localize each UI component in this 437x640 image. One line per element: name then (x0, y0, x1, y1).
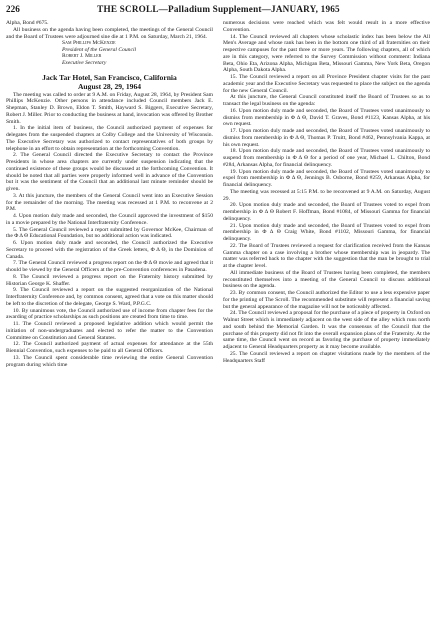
signature-name: Robert J. Miller (62, 53, 102, 60)
paragraph: 20. Upon motion duly made and seconded, the Board of Trustees voted to expel from membership in Φ Δ Θ Robert F. Hoffman, Bond #1084, of Missouri Gamma for financial delinquency. (223, 202, 430, 222)
paragraph: At this juncture, the General Council constituted itself the Board of Trustees so as to transact the legal business on the agenda: (223, 94, 430, 107)
paragraph: 17. Upon motion duly made and seconded, the Board of Trustees voted unanimously to dismiss from membership in Φ Δ Θ, Thomas P. Truitt, Bond #462, Pennsylvania Kappa, at his own request. (223, 128, 430, 148)
paragraph: 16. Upon motion duly made and seconded, the Board of Trustees voted unanimously to dismiss from membership in Φ Δ Θ, David T. Graves, Bond #1123, Kansas Alpha, at his own request. (223, 107, 430, 128)
paragraph: 3. At this juncture, the members of the General Council went into an Executive Session for the remainder of the morning. The meeting was recessed at 1 P.M. to reconvene at 2 P.M. (6, 192, 213, 213)
paragraph: numerous decisions were reached which was felt would result in a more effective Convention. (223, 20, 430, 33)
running-title: THE SCROLL—Palladium Supplement—JANUARY, 1965 (97, 4, 340, 14)
paragraph: 14. The Council reviewed all chapters whose scholastic index has been below the All Men's Average and whose rank has been in the bottom one third of all fraternities on their respective campuses for the past three or more years. The following chapters, all of which are in this category, were referred to the Survey Commission without comment: Indiana Beta, Ohio Eta, Arizona Alpha, Michigan Beta, Missouri Gamma, New York Beta, Oregon Alpha, South Dakota Alpha. (223, 33, 430, 74)
paragraph: 10. By unanimous vote, the Council authorized use of income from chapter fees for the awarding of practice scholarships as such positions are created from time to time. (6, 307, 213, 321)
signature-title: Executive Secretary (62, 60, 107, 67)
paragraph: 24. The Council reviewed a proposal for the purchase of a piece of property in Oxford on Walnut Street which is immediately adjacent on the west side of the alley which runs north and south behind the Memorial Garden. It was the consensus of the Council that the purchase of this property did not fit into the overall expansion plans of the Fraternity. At the same time, the Council went on record as favoring the purchase of property immediately adjacent to General Headquarters property as it may become available. (223, 310, 430, 350)
signature-block (6, 40, 213, 66)
right-column (223, 20, 430, 635)
heading-date: August 28, 29, 1964 (77, 81, 142, 91)
page-number: 226 (6, 4, 20, 14)
paragraph: 11. The Council reviewed a proposed legislative addition which would permit the initiation of non-undergraduates and elected to refer the matter to the Convention Committee on Constitution and General Statutes. (6, 321, 213, 341)
paragraph: 22. The Board of Trustees reviewed a request for clarification received from the Kansas Gamma chapter on a case involving a brother whose membership was in jeopardy. The matter was referred back to the chapter with the suggestion that the man be brought to trial at the chapter level. (223, 242, 430, 269)
paragraph: 15. The Council reviewed a report on all Province President chapter visits for the past academic year and the Executive Secretary was requested to place the subject on the agenda for the new General Council. (223, 74, 430, 94)
paragraph: 1. In the initial item of business, the Council authorized payment of expenses for delegates from the suspended chapters at Colby College and the University of Wisconsin. The Executive Secretary was authorized to contact representatives of both groups by telephone in an effort to obtain representation at the forthcoming Convention. (6, 125, 213, 152)
paragraph: 25. The Council reviewed a report on chapter visitations made by the members of the Headquarters Staff (223, 350, 430, 364)
paragraph: The meeting was recessed at 5:15 P.M. to be reconvened at 9 A.M. on Saturday, August 29. (223, 188, 430, 202)
paragraph: 9. The Council reviewed a report on the suggested reorganization of the National Interfraternity Conference and, by common consent, agreed that a vote on this matter should be left to the discretion of the delegate, George S. Ward, P.P.G.C. (6, 287, 213, 307)
paragraph: 6. Upon motion duly made and seconded, the Council authorized the Executive Secretary to proceed with the registration of the Greek letters, Φ Δ Θ, in the Dominion of Canada. (6, 240, 213, 260)
paragraph: Alpha, Bond #675. (6, 20, 49, 26)
paragraph: 2. The General Council directed the Executive Secretary to contact the Province Presidents in whose area chapters are currently under suspension indicating that the continued existence of these groups would be discussed at the forthcoming Convention. It should be noted that all parties were properly informed well in advance of the Convention but it was the sentiment of the Council that an additional last minute reminder should be given. (6, 152, 213, 193)
paragraph: 13. The Council spent considerable time reviewing the entire General Convention program during which time (6, 354, 213, 368)
heading-location: Jack Tar Hotel, San Francisco, California (42, 72, 177, 82)
paragraph: All business on the agenda having been completed, the meetings of the General Council and the Board of Trustees were adjourned sine die at 1 P.M. on Saturday, March 21, 1964. (6, 26, 213, 40)
left-column (6, 20, 213, 635)
paragraph: 21. Upon motion duly made and seconded, the Board of Trustees voted to expel from membership in Φ Δ Θ Craig White, Bond #1102, Missouri Gamma, for financial delinquency. (223, 222, 430, 242)
signature-name: Sam Phillips McKenzie (62, 40, 116, 47)
section-heading (6, 73, 213, 91)
paragraph: 19. Upon motion duly made and seconded, the Board of Trustees voted unanimously to expel from membership in Φ Δ Θ, Jennings B. Osborne, Bond #259, Arkansas Alpha, for financial delinquency. (223, 168, 430, 188)
paragraph: 5. The General Council reviewed a report submitted by Governor McKee, Chairman of the Φ Δ Θ Educational Foundation, but no additional action was indicated. (6, 226, 213, 240)
paragraph: 12. The Council authorized payment of actual expenses for attendance at the 55th Biennial Convention, such expenses to be paid to all General Officers. (6, 341, 213, 355)
paragraph: 18. Upon motion duly made and seconded, the Board of Trustees voted unanimously to suspend from membership in Φ Δ Θ for a period of one year, Michael L. Chilton, Bond #284, Arkansas Alpha, for financial delinquency. (223, 148, 430, 168)
running-header (6, 4, 431, 16)
signature-title: President of the General Council (62, 46, 137, 53)
paragraph: 23. By common consent, the Council authorized the Editor to use a less expensive paper for the printing of The Scroll. The recommended substitute will represent a financial saving but the general appearance of the magazine will not be noticeably affected. (223, 290, 430, 310)
paragraph: 7. The General Council reviewed a progress report on the Φ Δ Θ movie and agreed that it should be viewed by the General Officers at the pre-Convention conferences in Pasadena. (6, 260, 213, 274)
paragraph: 4. Upon motion duly made and seconded, the Council approved the investment of $150 in a movie prepared by the National Interfraternity Conference. (6, 213, 213, 226)
paragraph: All immediate business of the Board of Trustees having been completed, the members reconstituted themselves into a meeting of the General Council to discuss additional business on the agenda. (223, 269, 430, 290)
paragraph: The meeting was called to order at 9 A.M. on Friday, August 28, 1964, by President Sam Phillips McKenzie. Other persons in attendance included Council members Jack E. Shepman, Stanley D. Brown, Eldon T. Smith, Hayward S. Biggers, Executive Secretary, Robert J. Miller. Prior to conducting the business at hand, invocation was offered by Brother Smith. (6, 91, 213, 125)
paragraph: 8. The Council reviewed a progress report on the Fraternity history submitted by Historian George K. Shaffer. (6, 273, 213, 287)
